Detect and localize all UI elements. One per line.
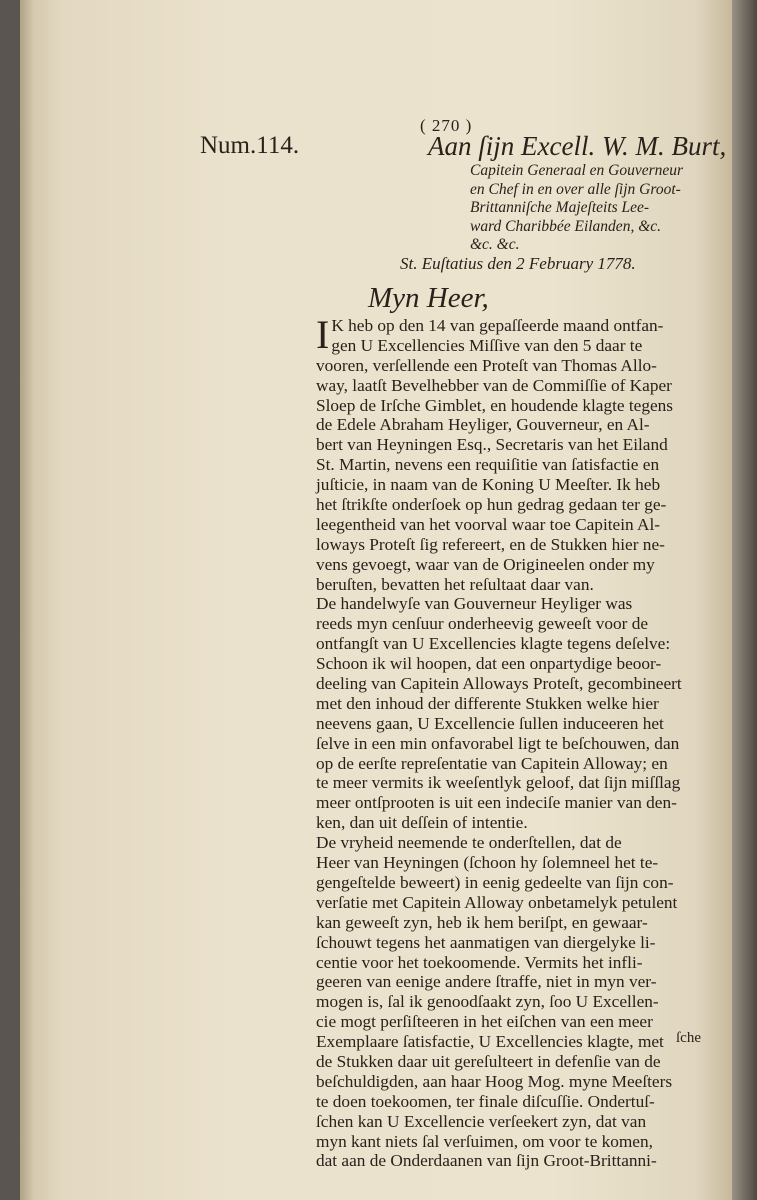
body-line: meer ontſprooten is uit een indeciſe manier van den-	[316, 793, 677, 813]
body-line: leegentheid van het voorval waar toe Capitein Al-	[316, 514, 661, 534]
page-edge	[732, 0, 757, 1200]
body-line: geeren van eenige andere ſtraffe, niet in myn ver-	[316, 972, 657, 992]
body-line: verſatie met Capitein Alloway onbetamelyk petulent	[316, 892, 678, 912]
body-line: De handelwyſe van Gouverneur Heyliger was	[316, 594, 633, 614]
body-line: myn kant niets ſal verſuimen, om voor te komen,	[316, 1131, 653, 1151]
drop-cap: I	[316, 312, 330, 357]
body-line: reeds myn cenſuur onderheevig geweeſt voor de	[316, 614, 649, 634]
page-number: ( 270 )	[420, 116, 473, 135]
body-line: de Edele Abraham Heyliger, Gouverneur, en Al-	[316, 415, 650, 435]
body-line: ſchen kan U Excellencie verſeekert zyn, dat van	[316, 1111, 647, 1131]
body-line: De vryheid neemende te onderſtellen, dat de	[316, 833, 622, 853]
body-line: deeling van Capitein Alloways Proteſt, gecombineert	[316, 674, 682, 694]
recipient-title-line: en Chef in en over alle ſijn Groot-	[470, 180, 681, 198]
dateline: St. Euſtatius den 2 February 1778.	[400, 254, 636, 273]
salutation: Myn Heer,	[368, 282, 489, 314]
body-line: juſticie, in naam van de Koning U Meeſter. Ik heb	[316, 475, 661, 495]
body-line: dat aan de Onderdaanen van ſijn Groot-Brittanni-	[316, 1151, 657, 1171]
page-gutter-shadow	[20, 0, 34, 1200]
body-line: met den inhoud der differente Stukken welke hier	[316, 693, 659, 713]
body-line: ſchouwt tegens het aanmatigen van diergelyke li-	[316, 932, 656, 952]
recipient-title-line: ward Charibbée Eilanden, &c.	[470, 217, 662, 235]
body-line: cie mogt perſiſteeren in het eiſchen van een meer	[316, 1012, 653, 1032]
body-line: te meer vermits ik weeſentlyk geloof, dat ſijn miſſlag	[316, 773, 681, 793]
body-line: St. Martin, nevens een requiſitie van ſatisfactie en	[316, 455, 660, 475]
recipient-title-line: Brittanniſche Majeſteits Lee-	[470, 199, 650, 216]
catchword: ſche	[676, 1030, 701, 1046]
body-line: Sloep de Irſche Gimblet, en houdende klagte tegens	[316, 395, 674, 415]
body-line: beruſten, bevatten het reſultaat daar van.	[316, 574, 594, 594]
letter-heading	[428, 130, 727, 255]
body-line: neevens gaan, U Excellencie ſullen induceeren het	[316, 713, 664, 733]
body-line: beſchuldigden, aan haar Hoog Mog. myne Meeſters	[316, 1071, 673, 1091]
body-line: ontfangſt van U Excellencies klagte tegens deſelve:	[316, 634, 671, 654]
body-line: Schoon ik wil hoopen, dat een onpartydige beoor-	[316, 654, 662, 674]
body-line: het ſtrikſte onderſoek op hun gedrag gedaan ter ge-	[316, 495, 667, 515]
body-line: loways Proteſt ſig refereert, en de Stukken hier ne-	[316, 534, 665, 554]
body-line: vooren, verſellende een Proteſt van Thomas Allo-	[316, 355, 657, 375]
body-line: kan geweeſt zyn, heb ik hem beriſpt, en gewaar-	[316, 912, 648, 932]
recipient: Aan ſijn Excell. W. M. Burt,	[428, 131, 727, 161]
body-line: centie voor het toekoomende. Vermits het infli-	[316, 952, 643, 972]
letter-body	[316, 312, 708, 1171]
body-line: bert van Heyningen Esq., Secretaris van het Eiland	[316, 435, 668, 455]
body-line: mogen is, ſal ik genoodſaakt zyn, ſoo U Excellen-	[316, 992, 659, 1012]
body-line: vens gevoegt, waar van de Origineelen onder my	[316, 554, 655, 574]
body-line: op de eerſte repreſentatie van Capitein Alloway; en	[316, 753, 668, 773]
body-line: gen U Excellencies Miſſive van den 5 daar te	[331, 335, 643, 355]
body-line: Exemplaare ſatisfactie, U Excellencies klagte, met	[316, 1032, 664, 1052]
body-line: gengeſtelde beweert) in eenig gedeelte van ſijn con-	[316, 872, 674, 892]
body-line: ſelve in een min onfavorabel ligt te beſchouwen, dan	[316, 733, 680, 753]
body-line: K heb op den 14 van gepaſſeerde maand ontfan-	[331, 316, 664, 335]
recipient-title-line: Capitein Generaal en Gouverneur	[470, 162, 684, 179]
body-line: Heer van Heyningen (ſchoon hy ſolemneel het te-	[316, 853, 659, 873]
document-number: Num.114.	[200, 132, 300, 159]
body-line: te doen toekoomen, ter finale diſcuſſie. Ondertuſ-	[316, 1091, 655, 1111]
recipient-title-line: &c. &c.	[470, 236, 520, 253]
body-line: ken, dan uit deſſein of intentie.	[316, 813, 528, 833]
body-line: way, laatſt Bevelhebber van de Commiſſie of Kaper	[316, 375, 672, 395]
body-line: de Stukken daar uit gereſulteert in defenſie van de	[316, 1051, 661, 1071]
